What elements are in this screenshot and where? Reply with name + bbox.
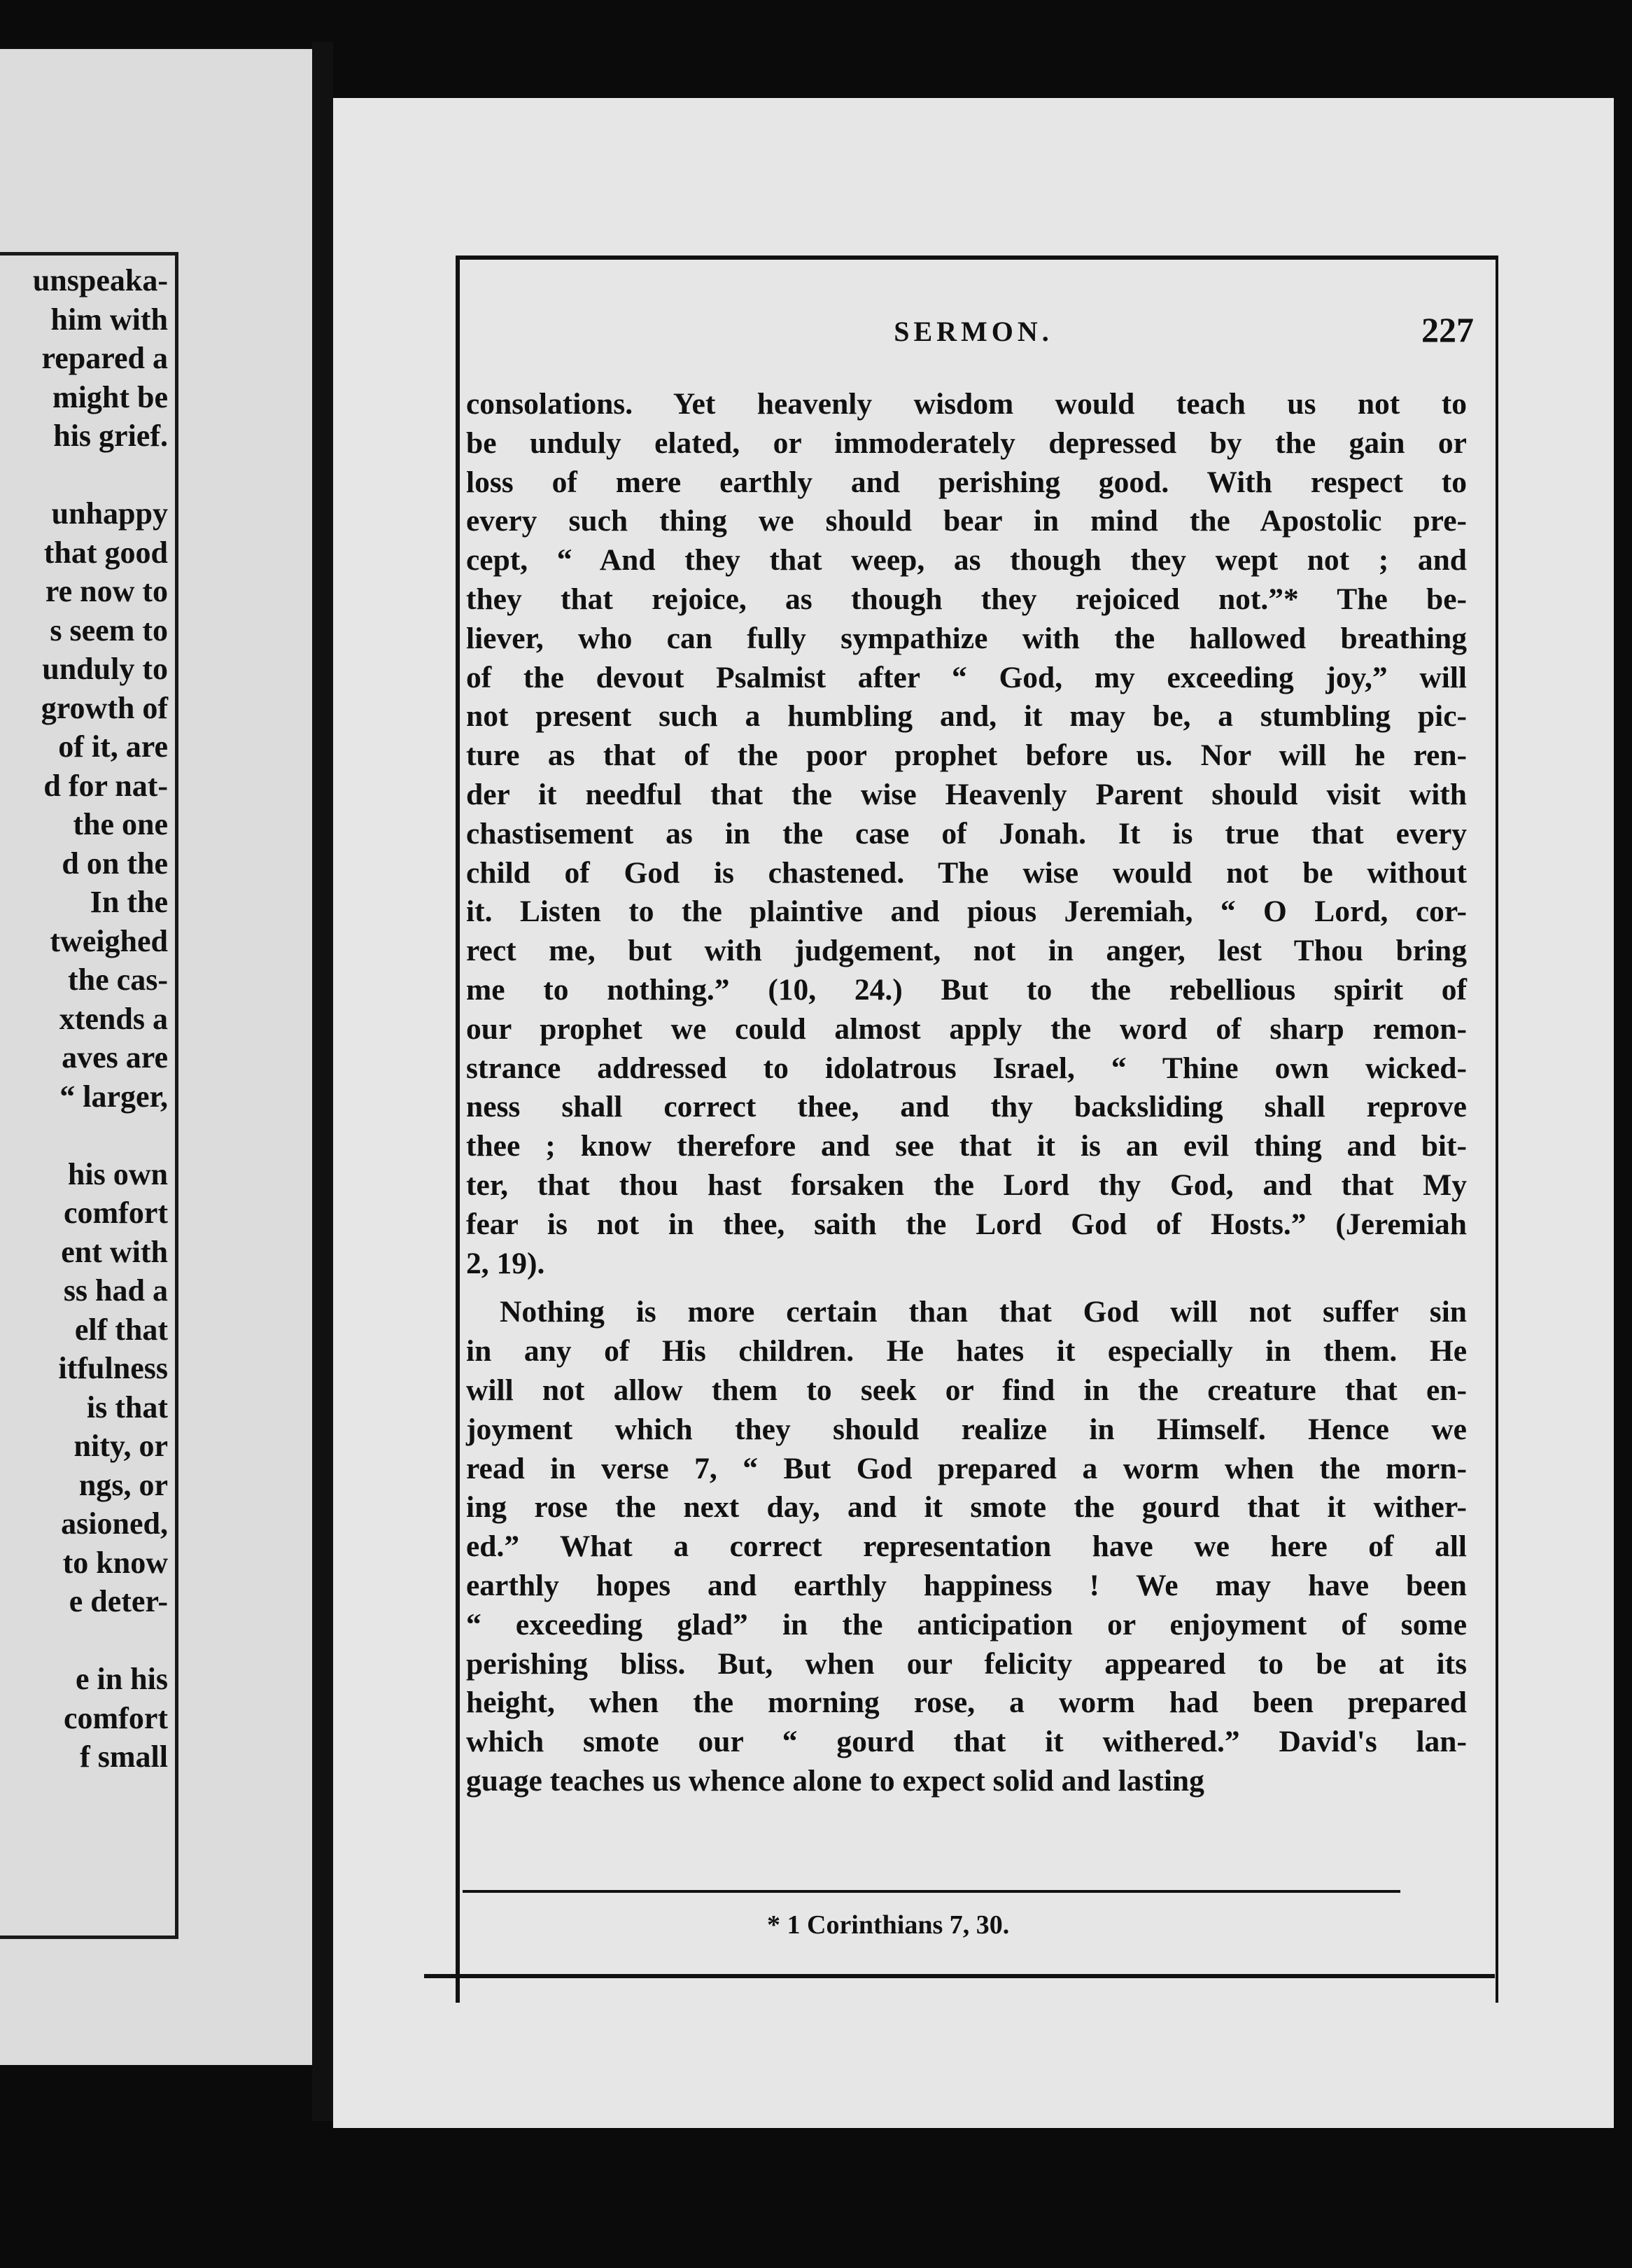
- left-page-line: e deter-: [69, 1584, 168, 1618]
- left-page-line: is that: [86, 1390, 168, 1424]
- left-page-line: e in his: [75, 1662, 168, 1696]
- text-line: they that rejoice, as though they rejoiced not.”* The be-: [466, 582, 1467, 616]
- text-line: fear is not in thee, saith the Lord God of Hosts.” (Jeremiah: [466, 1207, 1467, 1241]
- text-line: in any of His children. He hates it especially in them. He: [466, 1334, 1467, 1368]
- text-line: me to nothing.” (10, 24.) But to the rebellious spirit of: [466, 972, 1467, 1007]
- bottom-rule: [424, 1974, 1495, 1978]
- left-page-line: the one: [73, 807, 168, 841]
- paragraph-2: [466, 1293, 1467, 1800]
- text-line: our prophet we could almost apply the word of sharp remon-: [466, 1011, 1467, 1046]
- left-page-line: his own: [67, 1156, 168, 1191]
- text-line: chastisement as in the case of Jonah. It is true that every: [466, 816, 1467, 850]
- text-line: ness shall correct thee, and thy backsliding shall reprove: [466, 1090, 1467, 1124]
- text-line: which smote our “ gourd that it withered.” David's lan-: [466, 1725, 1467, 1759]
- left-page-line: unhappy: [51, 496, 168, 531]
- text-line: loss of mere earthly and perishing good. With respect to: [466, 465, 1467, 499]
- running-head: [466, 310, 1481, 357]
- paragraph-1: [466, 385, 1467, 1283]
- body-text: [466, 385, 1467, 1801]
- running-head-title: SERMON.: [894, 316, 1053, 347]
- left-page-line: elf that: [74, 1312, 168, 1347]
- left-page-line: itfulness: [58, 1351, 168, 1385]
- text-line: cept, “ And they that weep, as though they wept not ; and: [466, 543, 1467, 578]
- left-page-line: xtends a: [59, 1001, 168, 1036]
- left-page-line: tweighed: [50, 923, 168, 958]
- text-line: 2, 19).: [466, 1246, 545, 1280]
- left-page-line: nity, or: [73, 1429, 168, 1463]
- left-page-line: s seem to: [50, 612, 168, 648]
- text-line: read in verse 7, “ But God prepared a worm when the morn-: [466, 1451, 1467, 1485]
- text-line: ter, that thou hast forsaken the Lord thy God, and that My: [466, 1168, 1467, 1202]
- text-line: ed.” What a correct representation have we here of all: [466, 1530, 1467, 1564]
- text-line: thee ; know therefore and see that it is an evil thing and bit-: [466, 1129, 1467, 1163]
- text-line: strance addressed to idolatrous Israel, “ Thine own wicked-: [466, 1051, 1467, 1085]
- page-number: 227: [1421, 310, 1474, 349]
- text-line: be unduly elated, or immoderately depressed by the gain or: [466, 426, 1467, 460]
- book-spine: [312, 42, 333, 2121]
- footnote-rule: [463, 1890, 1400, 1893]
- text-line: it. Listen to the plaintive and pious Jeremiah, “ O Lord, cor-: [466, 895, 1467, 929]
- left-page-line: of it, are: [58, 729, 168, 764]
- text-line: ing rose the next day, and it smote the gourd that it wither-: [466, 1490, 1467, 1525]
- text-line: “ exceeding glad” in the anticipation or enjoyment of some: [466, 1607, 1467, 1642]
- text-line: child of God is chastened. The wise would not be without: [466, 855, 1467, 890]
- left-page-line: d on the: [62, 846, 168, 881]
- text-line: every such thing we should bear in mind the Apostolic pre-: [466, 504, 1467, 538]
- text-line: ture as that of the poor prophet before us. Nor will he ren-: [466, 738, 1467, 773]
- left-page-line: unduly to: [42, 652, 168, 686]
- text-line: perishing bliss. But, when our felicity appeared to be at its: [466, 1646, 1467, 1681]
- left-page-line: his grief.: [53, 419, 168, 453]
- left-page-line: growth of: [41, 690, 168, 725]
- left-page-line: d for nat-: [43, 768, 168, 803]
- text-line: not present such a humbling and, it may be, a stumbling pic-: [466, 699, 1467, 734]
- left-page-line: the cas-: [68, 962, 168, 997]
- left-page-line: comfort: [63, 1700, 168, 1735]
- left-page-line: repared a: [41, 341, 168, 375]
- left-page-line: to know: [62, 1545, 168, 1580]
- left-page-line: re now to: [45, 574, 168, 608]
- footnote: * 1 Corinthians 7, 30.: [767, 1910, 1010, 1940]
- left-page-line: comfort: [63, 1196, 168, 1230]
- left-page-line: him with: [50, 302, 168, 337]
- text-line: der it needful that the wise Heavenly Parent should visit with: [466, 777, 1467, 811]
- left-page-line: In the: [90, 885, 168, 919]
- left-page-fragment: [0, 49, 312, 2065]
- text-line: rect me, but with judgement, not in anger, lest Thou bring: [466, 934, 1467, 968]
- text-line: of the devout Psalmist after “ God, my exceeding joy,” will: [466, 660, 1467, 694]
- left-page-line: might be: [52, 379, 168, 414]
- left-page-line: ent with: [61, 1234, 168, 1269]
- left-page-frame: [0, 252, 178, 1939]
- main-page: [333, 98, 1614, 2128]
- left-page-line: asioned,: [61, 1506, 168, 1541]
- text-line: liever, who can fully sympathize with the hallowed breathing: [466, 621, 1467, 655]
- text-line: guage teaches us whence alone to expect solid and lasting: [466, 1763, 1204, 1798]
- left-page-line: “ larger,: [59, 1079, 168, 1114]
- text-line: Nothing is more certain than that God will not suffer sin: [500, 1295, 1467, 1329]
- left-page-line: aves are: [62, 1040, 168, 1074]
- text-line: earthly hopes and earthly happiness ! We may have been: [466, 1568, 1467, 1602]
- text-line: consolations. Yet heavenly wisdom would teach us not to: [466, 387, 1467, 421]
- text-line: height, when the morning rose, a worm had been prepared: [466, 1686, 1467, 1720]
- text-line: joyment which they should realize in Himself. Hence we: [466, 1412, 1467, 1446]
- left-page-line: ngs, or: [78, 1467, 168, 1502]
- left-page-line: that good: [43, 535, 168, 570]
- left-page-line: ss had a: [63, 1273, 168, 1308]
- text-line: will not allow them to seek or find in the creature that en-: [466, 1373, 1467, 1407]
- left-page-line: f small: [80, 1740, 168, 1774]
- left-page-line: unspeaka-: [32, 263, 168, 298]
